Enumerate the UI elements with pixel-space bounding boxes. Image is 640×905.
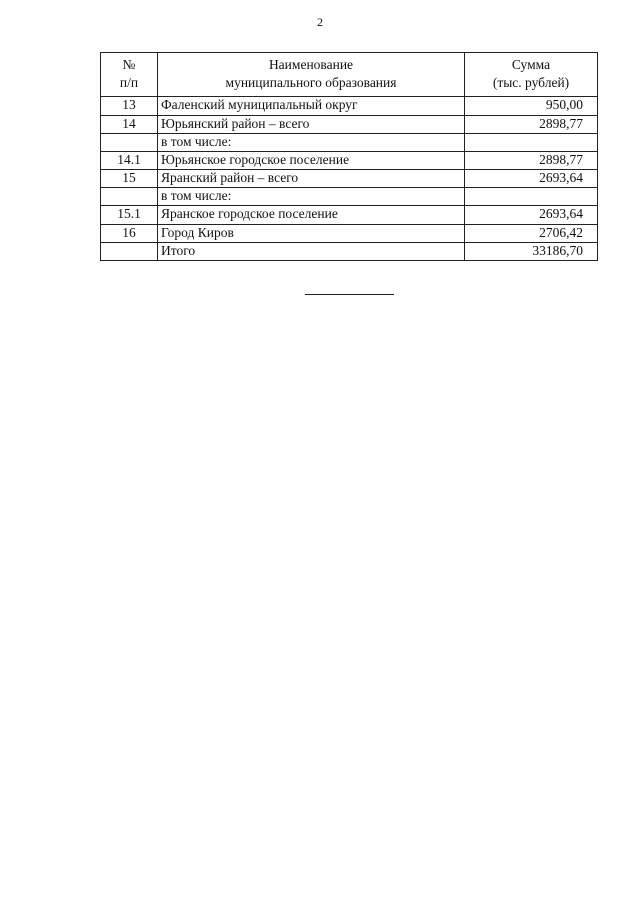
row-name-cell: в том числе: bbox=[158, 188, 465, 206]
table-row bbox=[101, 224, 598, 242]
row-number-cell: 15 bbox=[101, 170, 158, 188]
row-number-cell bbox=[101, 188, 158, 206]
header-name-line-1: Наименование bbox=[268, 57, 354, 72]
row-number-cell: 14 bbox=[101, 115, 158, 133]
row-name-cell: Юрьянский район – всего bbox=[158, 115, 465, 133]
row-sum-cell: 2898,77 bbox=[465, 151, 598, 169]
row-name-cell: Город Киров bbox=[158, 224, 465, 242]
header-number-line-2: п/п bbox=[119, 75, 139, 91]
row-number-cell: 13 bbox=[101, 97, 158, 115]
end-divider-line bbox=[305, 294, 394, 295]
row-name-cell: в том числе: bbox=[158, 133, 465, 151]
row-sum-cell: 2706,42 bbox=[465, 224, 598, 242]
row-sum-cell: 2693,64 bbox=[465, 206, 598, 224]
row-sum-cell: 2693,64 bbox=[465, 170, 598, 188]
row-name-cell: Яранский район – всего bbox=[158, 170, 465, 188]
table-row bbox=[101, 133, 598, 151]
row-name-cell: Яранское городское поселение bbox=[158, 206, 465, 224]
header-name bbox=[158, 53, 465, 97]
table-row bbox=[101, 97, 598, 115]
page-number: 2 bbox=[317, 15, 323, 29]
header-number-line-1: № bbox=[122, 57, 136, 72]
row-name-cell: Фаленский муниципальный округ bbox=[158, 97, 465, 115]
table-row bbox=[101, 170, 598, 188]
table-row bbox=[101, 206, 598, 224]
header-name-line-2: муниципального образования bbox=[225, 75, 397, 91]
row-sum-cell: 33186,70 bbox=[465, 242, 598, 260]
header-sum-line-2: (тыс. рублей) bbox=[492, 75, 570, 91]
row-sum-cell: 950,00 bbox=[465, 97, 598, 115]
row-sum-cell bbox=[465, 188, 598, 206]
row-number-cell: 15.1 bbox=[101, 206, 158, 224]
table-body bbox=[101, 97, 598, 261]
table-header-row bbox=[101, 53, 598, 97]
header-sum-line-1: Сумма bbox=[511, 57, 551, 72]
allocation-table bbox=[100, 52, 598, 261]
header-sum bbox=[465, 53, 598, 97]
row-name-cell: Итого bbox=[158, 242, 465, 260]
row-sum-cell bbox=[465, 133, 598, 151]
table-row bbox=[101, 115, 598, 133]
row-number-cell: 14.1 bbox=[101, 151, 158, 169]
row-sum-cell: 2898,77 bbox=[465, 115, 598, 133]
row-number-cell bbox=[101, 133, 158, 151]
row-number-cell: 16 bbox=[101, 224, 158, 242]
row-name-cell: Юрьянское городское поселение bbox=[158, 151, 465, 169]
row-number-cell bbox=[101, 242, 158, 260]
table-row bbox=[101, 242, 598, 260]
table-row bbox=[101, 151, 598, 169]
header-number bbox=[101, 53, 158, 97]
table-row bbox=[101, 188, 598, 206]
